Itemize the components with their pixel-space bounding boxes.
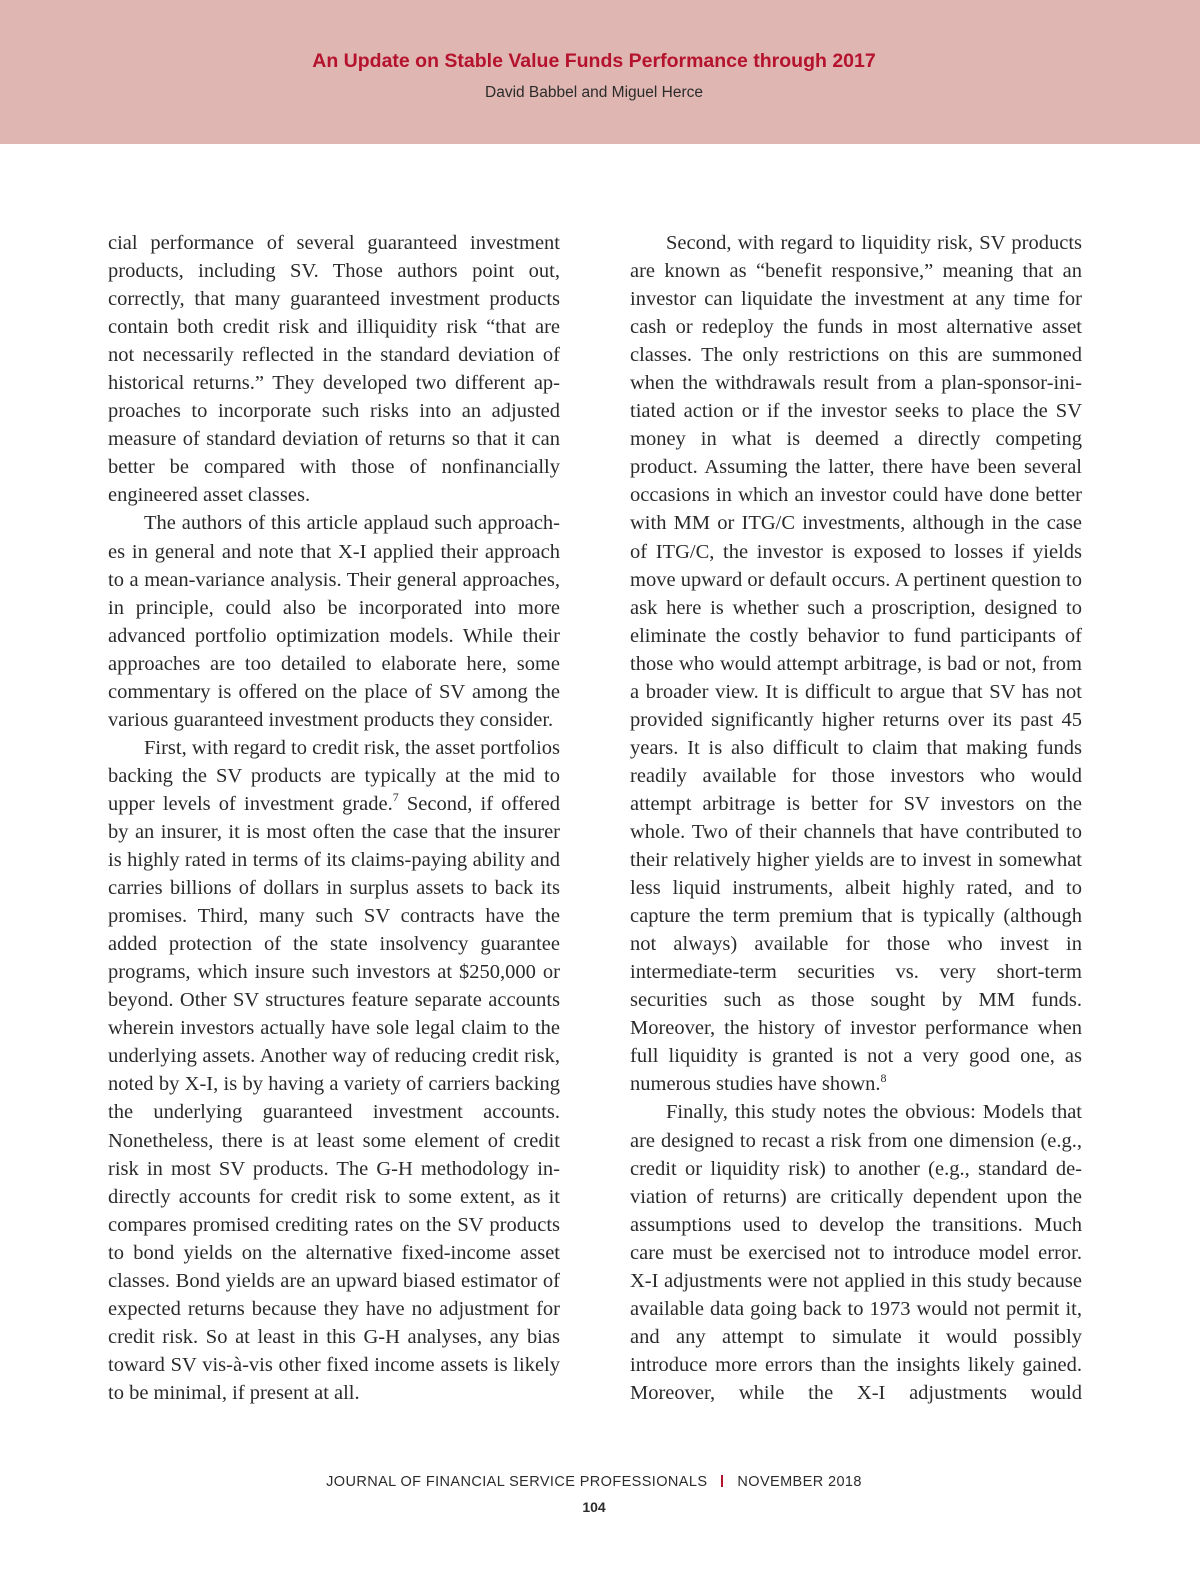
footnote-ref-8: 8 <box>880 1070 887 1085</box>
page-footer <box>0 1474 1188 1490</box>
footer-divider <box>721 1475 723 1487</box>
right-column <box>630 229 1082 1407</box>
right-paragraph-2: Finally, this study notes the obvious: Models that are designed to recast a risk from one dimension (e.g., credit or liquidity risk) to another (e.g., standard deviation of returns) are critically dependent upon the assumptions used to develop the transitions. Much care must be exercised not to introduce model error. X-I adjustments were not applied in this study because available data going back to 1973 would not permit it, and any attempt to simulate it would possibly introduce more errors than the insights likely gained. Moreover, while the X-I adjustments would <box>630 1101 1082 1404</box>
left-paragraph-1: cial performance of several guaranteed investment products, including SV. Those authors point out, correctly, that many guaranteed investment products contain both credit risk and illiquidity risk “that are not necessarily reflected in the standard deviation of historical returns.” They developed two different approaches to incorporate such risks into an adjusted measure of standard deviation of returns so that it can better be compared with those of nonfinancially engineered asset classes. <box>108 232 560 507</box>
issue-date: NOVEMBER 2018 <box>737 1474 862 1490</box>
left-paragraph-2: The authors of this article applaud such approaches in general and note that X-I applied their approach to a mean-variance analysis. Their general approaches, in principle, could also be incorporated into more advanced portfolio optimization models. While their approaches are too detailed to elaborate here, some commentary is offered on the place of SV among the various guaranteed investment products they consider. <box>108 512 560 731</box>
journal-name: JOURNAL OF FINANCIAL SERVICE PROFESSIONALS <box>326 1474 708 1490</box>
footnote-ref-7: 7 <box>392 790 399 805</box>
left-column <box>108 229 560 1407</box>
left-paragraph-3-text-b: Second, if offered by an insurer, it is most often the case that the insurer is highly rated in terms of its claims-paying ability and carries billions of dollars in surplus assets to back its promises. Third, many such SV contracts have the added protection of the state insolvency guarantee programs, which insure such investors at $250,000 or beyond. Other SV structures feature separate accounts wherein investors actually have sole legal claim to the underlying assets. Another way of reducing credit risk, noted by X-I, is by having a variety of carriers backing the underlying guaranteed investment accounts. Nonetheless, there is at least some element of credit risk in most SV products. The G-H methodology indirectly accounts for credit risk to some extent, as it compares promised crediting rates on the SV products to bond yields on the alternative fixed-income asset classes. Bond yields are an upward biased estimator of expected returns because they have no adjustment for credit risk. So at least in this G-H analyses, any bias toward SV vis-à-vis other fixed income assets is likely to be minimal, if present at all. <box>108 792 560 1404</box>
left-paragraph-3-text-a: First, with regard to credit risk, the asset portfolios backing the SV products are typically at the mid to upper levels of investment grade. <box>108 736 560 815</box>
left-paragraph-3 <box>108 734 560 1407</box>
right-paragraph-1-text: Second, with regard to liquidity risk, SV products are known as “benefit responsive,” meaning that an investor can liquidate the investment at any time for cash or redeploy the funds in most alternative asset classes. The only restrictions on this are summoned when the withdrawals result from a plan-sponsor-initiated action or if the investor seeks to place the SV money in what is deemed a directly competing product. Assuming the latter, there have been several occasions in which an investor could have done better with MM or ITG/C investments, although in the case of ITG/C, the investor is exposed to losses if yields move upward or default occurs. A pertinent question to ask here is whether such a proscription, designed to eliminate the costly behavior to fund participants of those who would attempt arbitrage, is bad or not, from a broader view. It is difficult to argue that SV has not provided significantly higher returns over its past 45 years. It is also difficult to claim that making funds readily available for those investors who would attempt arbitrage is better for SV investors on the whole. Two of their channels that have contributed to their relatively higher yields are to invest in somewhat less liquid instruments, albeit highly rated, and to capture the term premium that is typically (although not always) available for those who invest in intermediate-term securities vs. very short-term securities such as those sought by MM funds. Moreover, the history of investor performance when full liquidity is granted is not a very good one, as numerous studies have shown. <box>630 232 1082 1096</box>
header-band <box>0 0 1200 144</box>
article-title: An Update on Stable Value Funds Performance through 2017 <box>312 50 876 72</box>
page-number: 104 <box>582 1499 606 1515</box>
article-authors: David Babbel and Miguel Herce <box>485 84 703 101</box>
right-paragraph-1 <box>630 229 1082 1098</box>
